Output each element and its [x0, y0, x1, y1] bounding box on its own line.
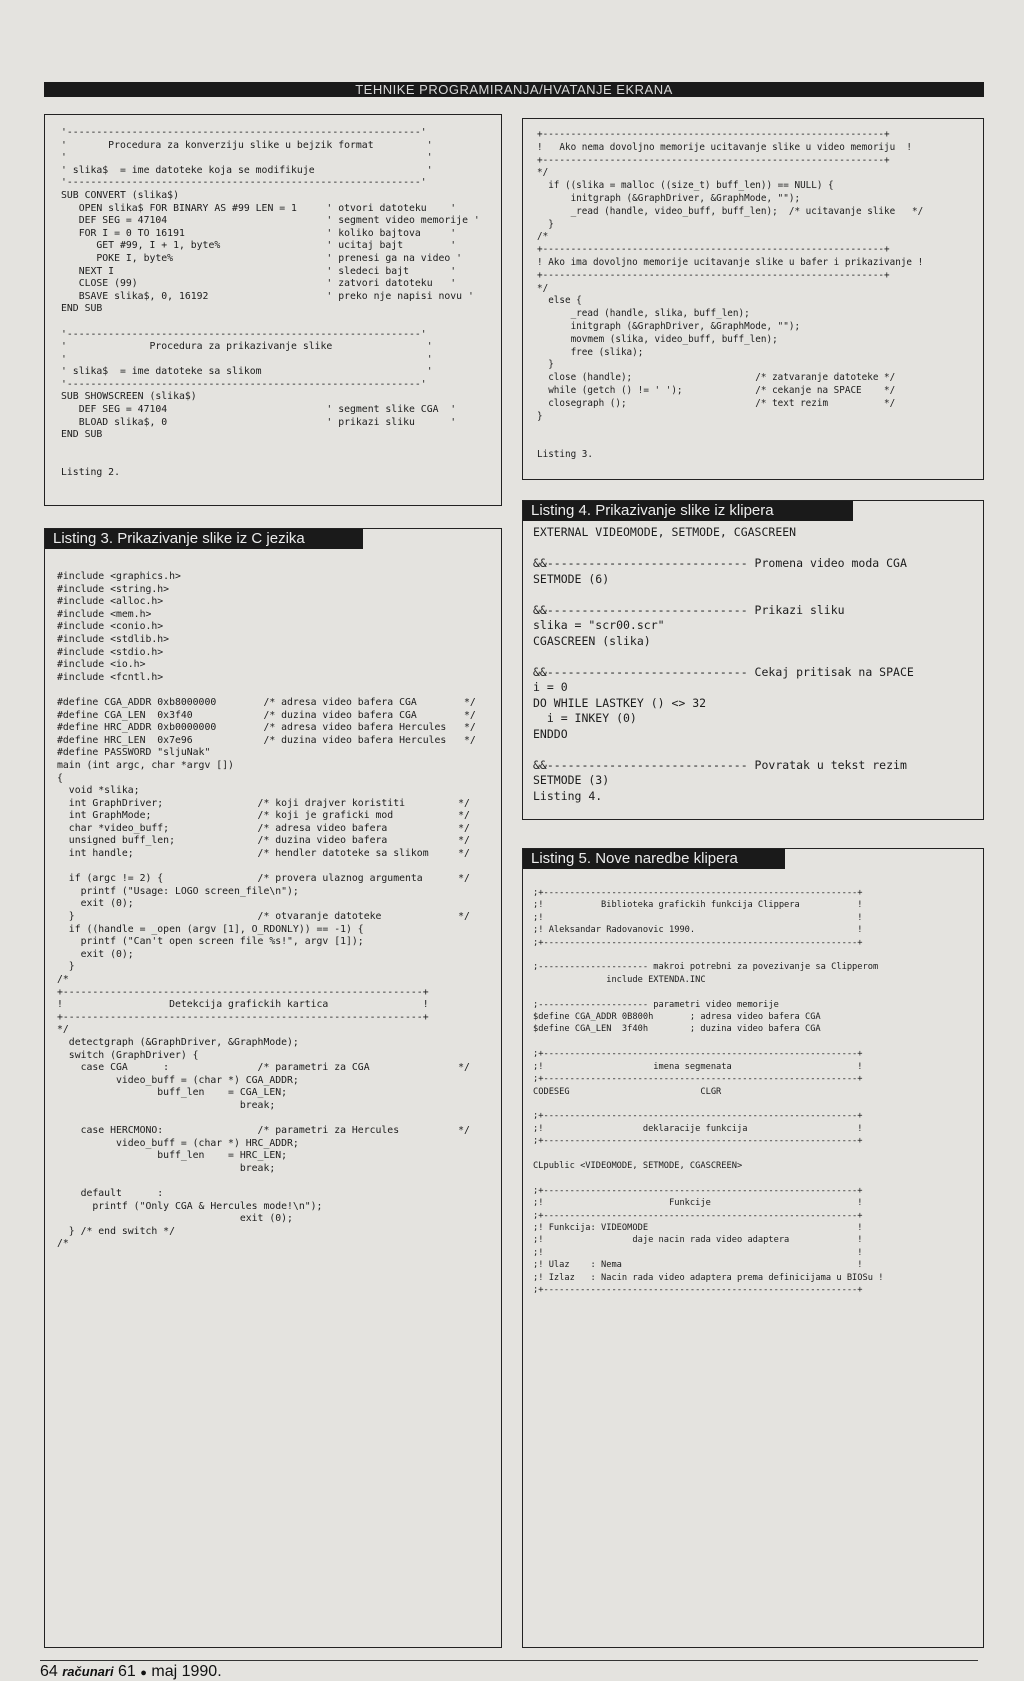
- listing-4-code: EXTERNAL VIDEOMODE, SETMODE, CGASCREEN &&----------------------------- Promena video moda CGA SETMODE (6) &&----------------------------- Prikazi sliku slika = "scr00.scr" CGASCREEN (slika) &&----------------------------- Cekaj pritisak na SPACE i = 0 DO WHILE LASTKEY () <> 32 i = INKEY (0) ENDDO &&----------------------------- Povratak u tekst rezim SETMODE (3) Listing 4.: [533, 525, 914, 803]
- listing-3-title: Listing 3. Prikazivanje slike iz C jezika: [53, 530, 305, 547]
- listing-4-title: Listing 4. Prikazivanje slike iz klipera: [531, 502, 774, 519]
- listing-3-body: [45, 549, 501, 1251]
- issue-date: maj 1990.: [151, 1663, 222, 1680]
- page-number: 64: [40, 1663, 58, 1680]
- listing-3-continued-box: [522, 118, 984, 480]
- page-footer: [40, 1663, 222, 1681]
- listing-4-body: [523, 521, 983, 804]
- issue-number: 61: [118, 1663, 136, 1680]
- listing-3-title-bar: [45, 529, 363, 549]
- listing-4-title-bar: [523, 501, 853, 521]
- listing-3-code: #include <graphics.h> #include <string.h> #include <alloc.h> #include <mem.h> #include <conio.h> #include <stdlib.h> #include <stdio.h> #include <io.h> #include <fcntl.h> #define CGA_ADDR 0xb8000000 /* adresa video bafera CGA */ #define CGA_LEN 0x3f40 /* duzina video bafera CGA */ #define HRC_ADDR 0xb0000000 /* adresa video bafera Hercules */ #define HRC_LEN 0x7e96 /* duzina video bafera Hercules */ #define PASSWORD "sljuNak" main (int argc, char *argv []) { void *slika; int GraphDriver; /* koji drajver koristiti */ int GraphMode; /* koji je graficki mod */ char *video_buff; /* adresa video bafera */ unsigned buff_len; /* duzina video bafera */ int handle; /* hendler datoteke sa slikom */ if (argc != 2) { /* provera ulaznog argumenta */ printf ("Usage: LOGO screen_file\n"); exit (0); } /* otvaranje datoteke */ if ((handle = _open (argv [1], O_RDONLY)) == -1) { printf ("Can't open screen file %s!", argv [1]); exit (0); } /* +-------------------------------------------------------------+ ! Detekcija grafickih kartica ! +-------------------------------------------------------------+ */ detectgraph (&GraphDriver, &GraphMode); switch (GraphDriver) { case CGA : /* parametri za CGA */ video_buff = (char *) CGA_ADDR; buff_len = CGA_LEN; break; case HERCMONO: /* parametri za Hercules */ video_buff = (char *) HRC_ADDR; buff_len = HRC_LEN; break; default : printf ("Only CGA & Hercules mode!\n"); exit (0); } /* end switch */ /*: [57, 571, 476, 1250]
- listing-5-box: [522, 848, 984, 1648]
- listing-5-body: [523, 869, 983, 1296]
- listing-2-code: '------------------------------------------------------------' ' Procedura za konverziju slike u bejzik format ' ' ' ' slika$ = ime datoteke koja se modifikuje ' '------------------------------------------------------------' SUB CONVERT (slika$) OPEN slika$ FOR BINARY AS #99 LEN = 1 ' otvori datoteku ' DEF SEG = 47104 ' segment video memorije ' FOR I = 0 TO 16191 ' koliko bajtova ' GET #99, I + 1, byte% ' ucitaj bajt ' POKE I, byte% ' prenesi ga na video ' NEXT I ' sledeci bajt ' CLOSE (99) ' zatvori datoteku ' BSAVE slika$, 0, 16192 ' preko nje napisi novu ' END SUB '------------------------------------------------------------' ' Procedura za prikazivanje slike ' ' ' ' slika$ = ime datoteke sa slikom ' '------------------------------------------------------------' SUB SHOWSCREEN (slika$) DEF SEG = 47104 ' segment slike CGA ' BLOAD slika$, 0 ' prikazi sliku ' END SUB Listing 2.: [61, 127, 480, 479]
- listing-5-title: Listing 5. Nove naredbe klipera: [531, 850, 738, 867]
- listing-3-box: [44, 528, 502, 1648]
- listing-4-box: [522, 500, 984, 820]
- footer-rule: [40, 1660, 978, 1661]
- bullet: ●: [140, 1667, 147, 1679]
- section-title: TEHNIKE PROGRAMIRANJA/HVATANJE EKRANA: [355, 82, 673, 97]
- listing-5-code: ;+------------------------------------------------------------+ ;! Biblioteka grafickih funkcija Clippera ! ;! ! ;! Aleksandar Radovanovic 1990. ! ;+------------------------------------------------------------+ ;--------------------- makroi potrebni za povezivanje sa Clipperom include EXTENDA.INC ;--------------------- parametri video memorije $define CGA_ADDR 0B800h ; adresa video bafera CGA $define CGA_LEN 3f40h ; duzina video bafera CGA ;+------------------------------------------------------------+ ;! imena segmenata ! ;+------------------------------------------------------------+ CODESEG CLGR ;+------------------------------------------------------------+ ;! deklaracije funkcija ! ;+------------------------------------------------------------+ CLpublic <VIDEOMODE, SETMODE, CGASCREEN> ;+------------------------------------------------------------+ ;! Funkcije ! ;+------------------------------------------------------------+ ;! Funkcija: VIDEOMODE ! ;! daje nacin rada video adaptera ! ;! ! ;! Ulaz : Nema ! ;! Izlaz : Nacin rada video adaptera prema definicijama u BIOSu ! ;+------------------------------------------------------------+: [533, 888, 884, 1295]
- section-header: [44, 82, 984, 97]
- listing-3-continued-code: +-------------------------------------------------------------+ ! Ako nema dovoljno memorije ucitavanje slike u video memoriju ! +-------------------------------------------------------------+ */ if ((slika = malloc ((size_t) buff_len)) == NULL) { initgraph (&GraphDriver, &GraphMode, ""); _read (handle, video_buff, buff_len); /* ucitavanje slike */ } /* +-------------------------------------------------------------+ ! Ako ima dovoljno memorije ucitavanje slike u bafer i prikazivanje ! +-------------------------------------------------------------+ */ else { _read (handle, slika, buff_len); initgraph (&GraphDriver, &GraphMode, ""); movmem (slika, video_buff, buff_len); free (slika); } close (handle); /* zatvaranje datoteke */ while (getch () != ' '); /* cekanje na SPACE */ closegraph (); /* text rezim */ } Listing 3.: [537, 129, 924, 460]
- magazine-name: računari: [62, 1664, 114, 1679]
- listing-5-title-bar: [523, 849, 785, 869]
- listing-2-box: [44, 114, 502, 506]
